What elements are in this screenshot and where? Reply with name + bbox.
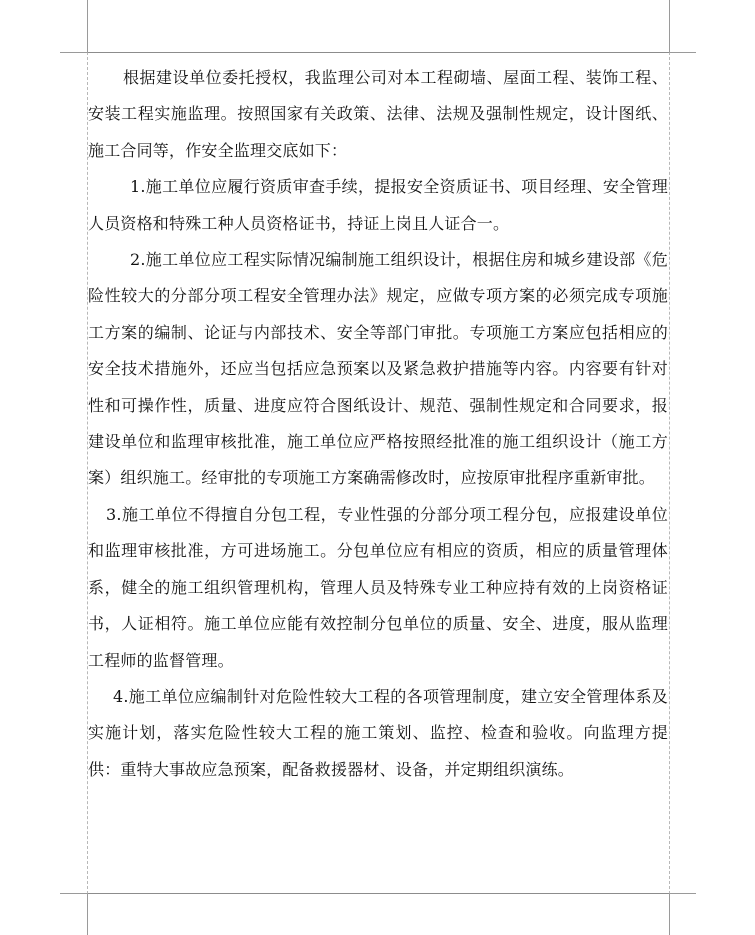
intro-paragraph: 根据建设单位委托授权，我监理公司对本工程砌墙、屋面工程、装饰工程、安装工程实施监理。按照国家有关政策、法律、法规及强制性规定，设计图纸、施工合同等，作安全监理交底如下： xyxy=(88,68,668,160)
crop-mark-bottom-left-horizontal xyxy=(60,893,88,894)
crop-mark-bottom-right-horizontal xyxy=(669,893,696,894)
item-1-paragraph: 1.施工单位应履行资质审查手续，提报安全资质证书、项目经理、安全管理人员资格和特殊工种人员资格证书，持证上岗且人证合一。 xyxy=(88,177,668,233)
crop-mark-top-left-vertical xyxy=(87,0,88,52)
crop-mark-top-left-horizontal xyxy=(60,52,88,53)
crop-mark-bottom-right-vertical xyxy=(669,893,670,935)
crop-mark-top-right-horizontal xyxy=(669,52,696,53)
crop-mark-top-right-vertical xyxy=(669,0,670,52)
item-3-paragraph: 3.施工单位不得擅自分包工程，专业性强的分部分项工程分包，应报建设单位和监理审核批准，方可进场施工。分包单位应有相应的资质，相应的质量管理体系，健全的施工组织管理机构，管理人员及特殊专业工种应持有效的上岗资格证书，人证相符。施工单位应能有效控制分包单位的质量、安全、进度，服从监理工程师的监督管理。 xyxy=(88,504,668,670)
document-body xyxy=(88,60,668,788)
crop-mark-bottom-left-vertical xyxy=(87,893,88,935)
item-4-paragraph: 4.施工单位应编制针对危险性较大工程的各项管理制度，建立安全管理体系及实施计划，落实危险性较大工程的施工策划、监控、检查和验收。向监理方提供：重特大事故应急预案，配备救援器材、设备，并定期组织演练。 xyxy=(88,686,668,779)
item-2-paragraph: 2.施工单位应工程实际情况编制施工组织设计，根据住房和城乡建设部《危险性较大的分部分项工程安全管理办法》规定，应做专项方案的必须完成专项施工方案的编制、论证与内部技术、安全等部门审批。专项施工方案应包括相应的安全技术措施外，还应当包括应急预案以及紧急救护措施等内容。内容要有针对性和可操作性，质量、进度应符合图纸设计、规范、强制性规定和合同要求，报建设单位和监理审核批准，施工单位应严格按照经批准的施工组织设计（施工方案）组织施工。经审批的专项施工方案确需修改时，应按原审批程序重新审批。 xyxy=(88,250,668,488)
